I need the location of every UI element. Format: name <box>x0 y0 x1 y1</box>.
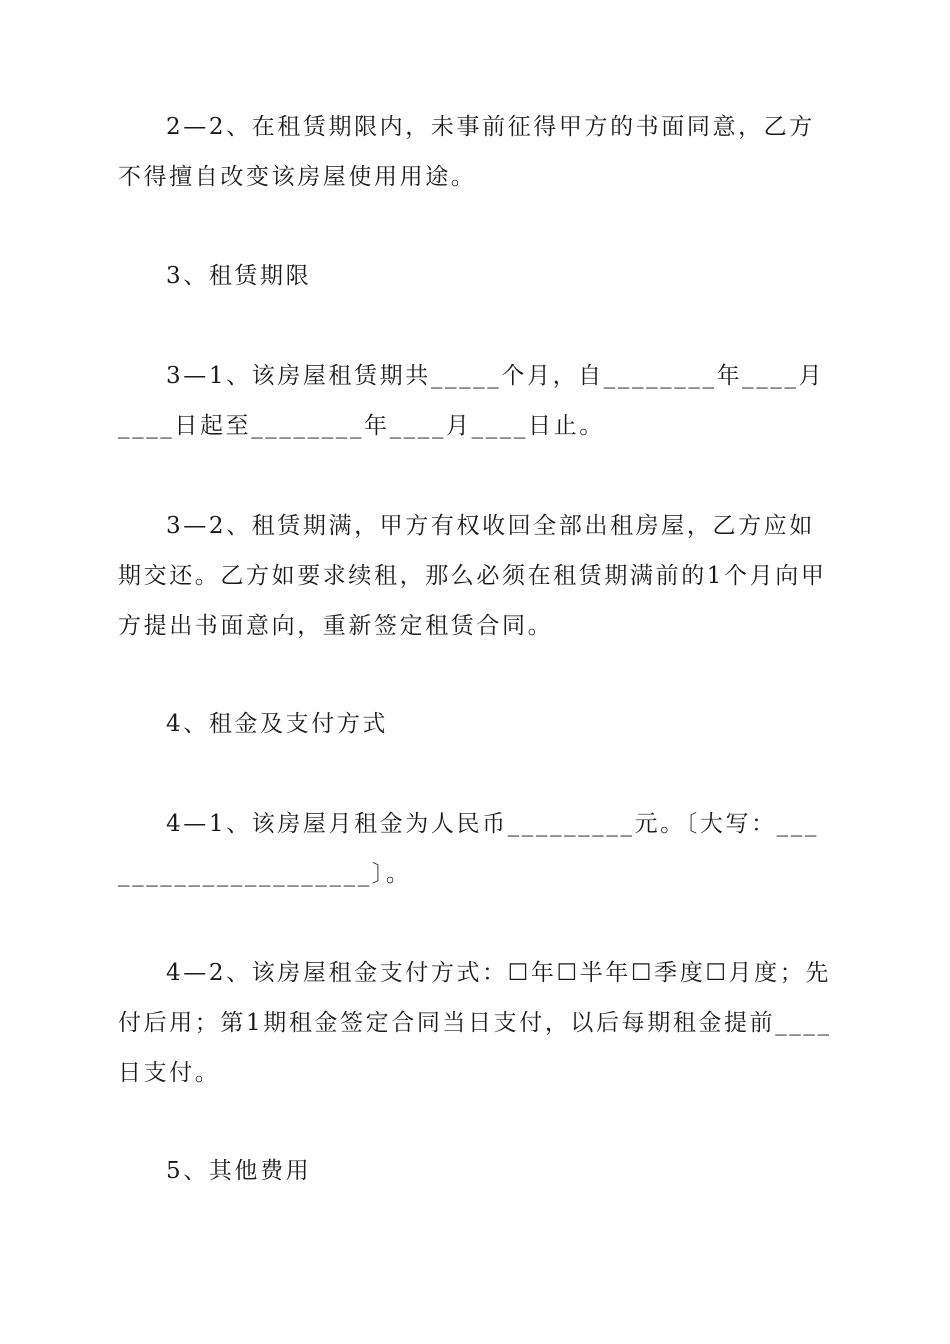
section-heading-other-fees: 5、其他费用 <box>166 1158 312 1184</box>
clause-3-1: 3—1、该房屋租赁期共_____个月，自________年____月____日起至________年____月____日止。 <box>118 363 825 439</box>
section-heading-rent-payment: 4、租金及支付方式 <box>166 711 389 737</box>
clause-4-2: 4—2、该房屋租金支付方式：☐年☐半年☐季度☐月度；先付后用；第1期租金签定合同当日支付，以后每期租金提前____日支付。 <box>118 960 832 1086</box>
section-heading-lease-term: 3、租赁期限 <box>166 263 312 289</box>
clause-2-2: 2—2、在租赁期限内，未事前征得甲方的书面同意，乙方不得擅自改变该房屋使用用途。 <box>118 114 815 190</box>
clause-3-2: 3—2、租赁期满，甲方有权收回全部出租房屋，乙方应如期交还。乙方如要求续租，那么必须在租赁期满前的1个月向甲方提出书面意向，重新签定租赁合同。 <box>118 513 827 639</box>
clause-4-1: 4—1、该房屋月租金为人民币_________元。〔大写：_____________________〕。 <box>118 811 819 887</box>
